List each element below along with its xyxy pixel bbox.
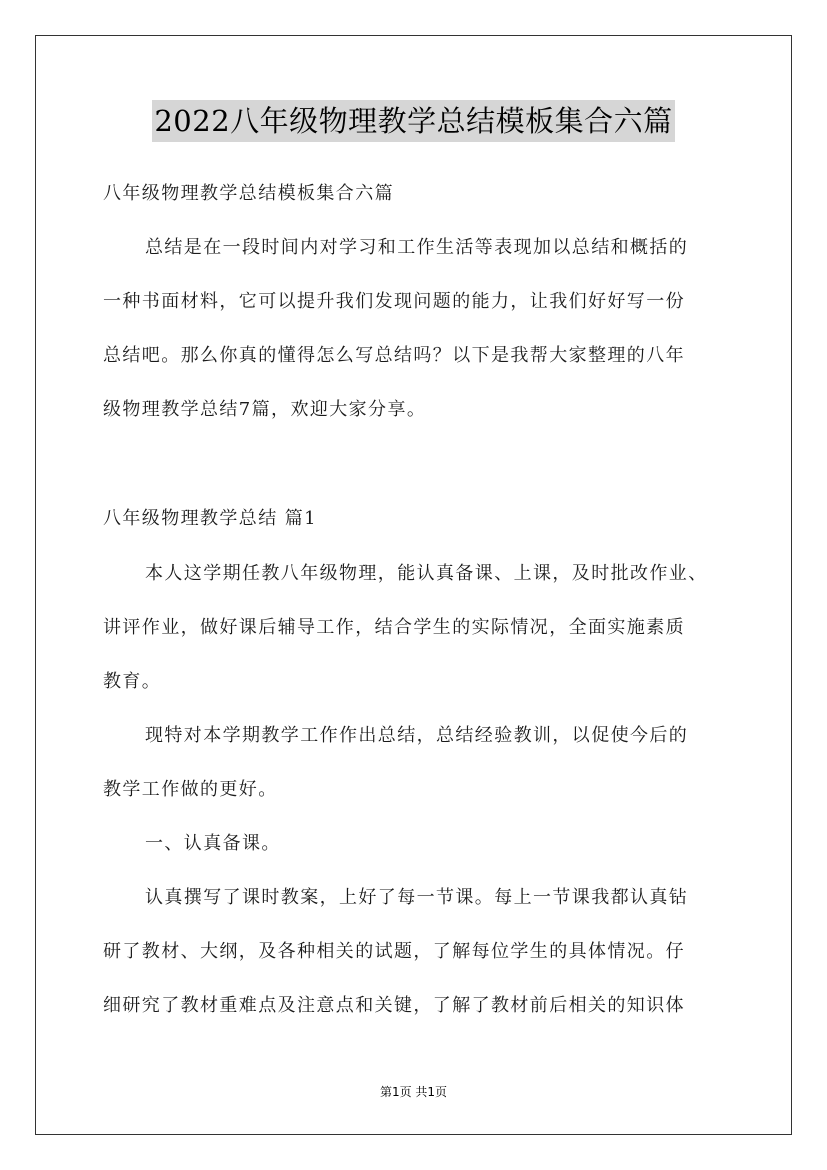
document-title: 2022八年级物理教学总结模板集合六篇	[152, 100, 674, 142]
body-line: 认真撰写了课时教案，上好了每一节课。每上一节课我都认真钻	[145, 887, 689, 908]
intro-line: 总结吧。那么你真的懂得怎么写总结吗？以下是我帮大家整理的八年	[103, 345, 685, 366]
intro-line: 级物理教学总结7篇，欢迎大家分享。	[103, 399, 427, 420]
body-line: 一、认真备课。	[145, 833, 281, 854]
body-line: 本人这学期任教八年级物理，能认真备课、上课，及时批改作业、	[145, 563, 708, 584]
body-line: 讲评作业，做好课后辅导工作，结合学生的实际情况，全面实施素质	[103, 617, 685, 638]
intro-line: 总结是在一段时间内对学习和工作生活等表现加以总结和概括的	[145, 237, 689, 258]
body-line: 细研究了教材重难点及注意点和关键，了解了教材前后相关的知识体	[103, 995, 685, 1016]
body-line: 现特对本学期教学工作作出总结，总结经验教训，以促使今后的	[145, 725, 689, 746]
body-line: 教学工作做的更好。	[103, 779, 278, 800]
title-container	[0, 100, 827, 142]
body-line: 教育。	[103, 671, 162, 692]
document-subtitle: 八年级物理教学总结模板集合六篇	[103, 183, 394, 204]
page-footer: 第1页 共1页	[379, 1085, 448, 1099]
body-line: 研了教材、大纲，及各种相关的试题，了解每位学生的具体情况。仔	[103, 941, 685, 962]
section-heading: 八年级物理教学总结 篇1	[103, 508, 317, 529]
intro-line: 一种书面材料，它可以提升我们发现问题的能力，让我们好好写一份	[103, 291, 685, 312]
